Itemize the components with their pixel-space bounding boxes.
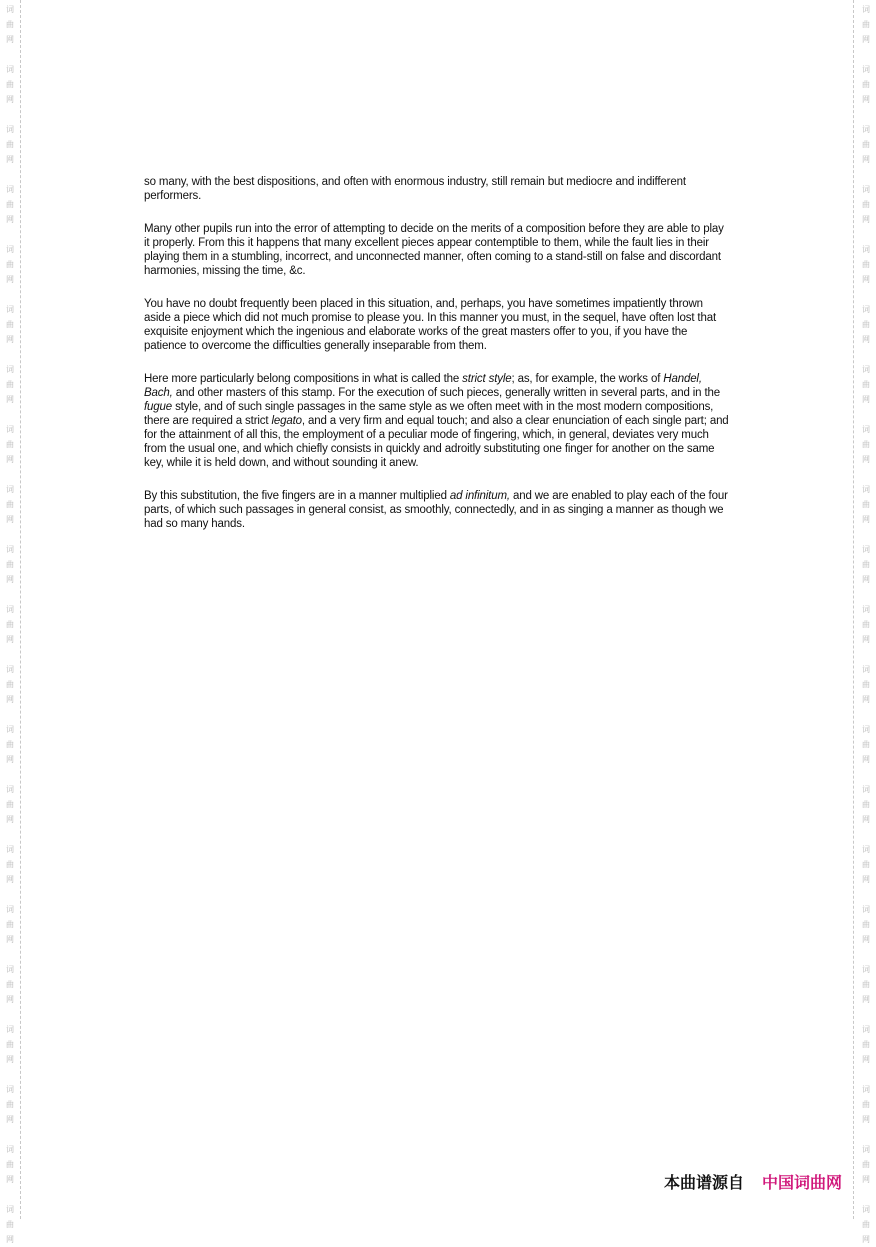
- watermark-glyph: 网: [862, 1115, 870, 1124]
- watermark-glyph: 网: [862, 455, 870, 464]
- watermark-mark: [2, 422, 18, 467]
- watermark-glyph: 网: [6, 1175, 14, 1184]
- watermark-glyph: 词: [862, 425, 870, 434]
- italic-run: strict style: [462, 373, 512, 385]
- paragraph: [144, 297, 732, 353]
- watermark-glyph: 曲: [862, 500, 870, 509]
- watermark-glyph: 词: [6, 905, 14, 914]
- watermark-mark: [2, 302, 18, 347]
- paragraph: [144, 372, 732, 470]
- watermark-mark: [2, 1082, 18, 1127]
- watermark-glyph: 词: [6, 1025, 14, 1034]
- watermark-glyph: 网: [6, 815, 14, 824]
- watermark-glyph: 曲: [862, 20, 870, 29]
- watermark-glyph: 词: [6, 245, 14, 254]
- watermark-glyph: 网: [6, 755, 14, 764]
- watermark-glyph: 词: [862, 1205, 870, 1214]
- watermark-glyph: 词: [6, 305, 14, 314]
- watermark-mark: [858, 662, 874, 707]
- watermark-glyph: 网: [862, 575, 870, 584]
- watermark-mark: [858, 1082, 874, 1127]
- watermark-glyph: 词: [862, 485, 870, 494]
- watermark-glyph: 网: [6, 395, 14, 404]
- watermark-glyph: 网: [6, 455, 14, 464]
- watermark-glyph: 词: [862, 65, 870, 74]
- watermark-glyph: 网: [862, 935, 870, 944]
- watermark-mark: [2, 122, 18, 167]
- watermark-glyph: 网: [6, 95, 14, 104]
- watermark-glyph: 网: [862, 275, 870, 284]
- watermark-glyph: 曲: [862, 620, 870, 629]
- watermark-glyph: 曲: [862, 260, 870, 269]
- watermark-glyph: 网: [862, 335, 870, 344]
- watermark-mark: [2, 482, 18, 527]
- watermark-glyph: 曲: [6, 260, 14, 269]
- watermark-glyph: 曲: [6, 80, 14, 89]
- watermark-glyph: 词: [862, 845, 870, 854]
- paragraph: [144, 222, 732, 278]
- watermark-glyph: 词: [862, 725, 870, 734]
- watermark-mark: [2, 182, 18, 227]
- watermark-glyph: 网: [862, 215, 870, 224]
- watermark-glyph: 曲: [862, 1100, 870, 1109]
- watermark-glyph: 网: [862, 755, 870, 764]
- watermark-glyph: 词: [6, 725, 14, 734]
- watermark-glyph: 网: [862, 815, 870, 824]
- watermark-glyph: 曲: [862, 740, 870, 749]
- italic-run: fugue: [144, 401, 173, 413]
- watermark-glyph: 曲: [862, 560, 870, 569]
- watermark-mark: [858, 782, 874, 827]
- watermark-glyph: 词: [862, 785, 870, 794]
- watermark-mark: [2, 1202, 18, 1247]
- watermark-glyph: 曲: [6, 980, 14, 989]
- watermark-glyph: 词: [862, 965, 870, 974]
- watermark-glyph: 词: [862, 305, 870, 314]
- watermark-glyph: 网: [862, 875, 870, 884]
- watermark-glyph: 网: [6, 1115, 14, 1124]
- watermark-glyph: 曲: [862, 140, 870, 149]
- watermark-glyph: 词: [6, 425, 14, 434]
- watermark-glyph: 曲: [862, 380, 870, 389]
- left-watermark-strip: [0, 0, 21, 1244]
- watermark-glyph: 网: [6, 1235, 14, 1244]
- watermark-mark: [2, 602, 18, 647]
- watermark-glyph: 网: [6, 335, 14, 344]
- watermark-glyph: 曲: [6, 1160, 14, 1169]
- watermark-glyph: 网: [862, 995, 870, 1004]
- watermark-mark: [2, 962, 18, 1007]
- watermark-glyph: 曲: [6, 440, 14, 449]
- watermark-glyph: 词: [862, 1145, 870, 1154]
- watermark-glyph: 网: [862, 695, 870, 704]
- watermark-glyph: 词: [6, 365, 14, 374]
- watermark-glyph: 网: [862, 1055, 870, 1064]
- watermark-mark: [858, 242, 874, 287]
- watermark-glyph: 曲: [862, 920, 870, 929]
- watermark-glyph: 网: [862, 1175, 870, 1184]
- watermark-mark: [858, 962, 874, 1007]
- watermark-mark: [858, 302, 874, 347]
- watermark-glyph: 曲: [6, 680, 14, 689]
- watermark-mark: [2, 62, 18, 107]
- watermark-glyph: 词: [6, 5, 14, 14]
- watermark-glyph: 词: [6, 125, 14, 134]
- text-run: and other masters of this stamp. For the execution of such pieces, generally written in several parts, and in the: [172, 387, 720, 399]
- text-run: By this substitution, the five fingers are in a manner multiplied: [144, 490, 450, 502]
- watermark-mark: [858, 482, 874, 527]
- watermark-glyph: 曲: [862, 200, 870, 209]
- watermark-glyph: 词: [862, 5, 870, 14]
- watermark-mark: [858, 362, 874, 407]
- text-run: Many other pupils run into the error of attempting to decide on the merits of a composition before they are able to play it properly. From this it happens that many excellent pieces appear contemptible to them, while the fault lies in their playing them in a stumbling, incorrect, and unconnected manner, often coming to a stand-still on false and discordant harmonies, missing the time, &c.: [144, 223, 724, 277]
- watermark-glyph: 词: [6, 785, 14, 794]
- watermark-glyph: 词: [6, 665, 14, 674]
- source-footer: [664, 1170, 842, 1193]
- watermark-glyph: 词: [6, 485, 14, 494]
- watermark-glyph: 曲: [862, 1160, 870, 1169]
- watermark-glyph: 网: [862, 515, 870, 524]
- watermark-glyph: 曲: [6, 740, 14, 749]
- watermark-glyph: 网: [6, 1055, 14, 1064]
- watermark-mark: [858, 542, 874, 587]
- watermark-glyph: 曲: [6, 380, 14, 389]
- watermark-glyph: 词: [6, 605, 14, 614]
- paragraph: [144, 175, 732, 203]
- italic-run: Handel, Bach,: [144, 373, 702, 399]
- right-watermark-strip: [853, 0, 876, 1244]
- watermark-glyph: 词: [862, 1085, 870, 1094]
- watermark-glyph: 网: [862, 1235, 870, 1244]
- watermark-mark: [2, 362, 18, 407]
- site-name-link[interactable]: 中国词曲网: [761, 1173, 842, 1192]
- watermark-glyph: 曲: [6, 920, 14, 929]
- watermark-glyph: 网: [862, 635, 870, 644]
- watermark-mark: [2, 1022, 18, 1067]
- watermark-glyph: 词: [6, 845, 14, 854]
- watermark-mark: [858, 1202, 874, 1247]
- watermark-glyph: 网: [862, 35, 870, 44]
- watermark-glyph: 曲: [6, 140, 14, 149]
- watermark-mark: [2, 902, 18, 947]
- watermark-glyph: 曲: [862, 1220, 870, 1229]
- watermark-mark: [858, 422, 874, 467]
- watermark-glyph: 曲: [862, 80, 870, 89]
- text-run: Here more particularly belong compositions in what is called the: [144, 373, 463, 385]
- watermark-glyph: 曲: [6, 200, 14, 209]
- watermark-glyph: 网: [6, 935, 14, 944]
- watermark-glyph: 曲: [862, 680, 870, 689]
- watermark-glyph: 网: [6, 575, 14, 584]
- watermark-mark: [2, 1142, 18, 1187]
- watermark-glyph: 曲: [6, 20, 14, 29]
- watermark-glyph: 词: [6, 965, 14, 974]
- watermark-glyph: 词: [6, 545, 14, 554]
- watermark-glyph: 曲: [6, 560, 14, 569]
- watermark-glyph: 词: [6, 185, 14, 194]
- watermark-glyph: 词: [862, 605, 870, 614]
- watermark-glyph: 网: [6, 635, 14, 644]
- watermark-glyph: 网: [6, 875, 14, 884]
- watermark-mark: [858, 62, 874, 107]
- source-label: 本曲谱源自: [663, 1173, 744, 1192]
- watermark-glyph: 曲: [6, 860, 14, 869]
- watermark-glyph: 曲: [6, 320, 14, 329]
- watermark-mark: [2, 662, 18, 707]
- watermark-glyph: 网: [862, 155, 870, 164]
- document-body: [144, 175, 732, 550]
- watermark-glyph: 词: [862, 905, 870, 914]
- italic-run: legato: [271, 415, 302, 427]
- watermark-glyph: 曲: [862, 800, 870, 809]
- watermark-glyph: 网: [862, 395, 870, 404]
- watermark-glyph: 曲: [862, 860, 870, 869]
- watermark-glyph: 词: [862, 545, 870, 554]
- watermark-glyph: 词: [6, 1145, 14, 1154]
- watermark-glyph: 曲: [6, 500, 14, 509]
- watermark-glyph: 曲: [862, 1040, 870, 1049]
- watermark-glyph: 词: [6, 65, 14, 74]
- watermark-mark: [2, 242, 18, 287]
- watermark-mark: [858, 602, 874, 647]
- watermark-mark: [858, 902, 874, 947]
- watermark-glyph: 词: [862, 1025, 870, 1034]
- watermark-mark: [2, 722, 18, 767]
- watermark-mark: [2, 542, 18, 587]
- watermark-mark: [858, 182, 874, 227]
- watermark-mark: [858, 1022, 874, 1067]
- watermark-mark: [2, 2, 18, 47]
- text-run: and we are enabled to play each of the four parts, of which such passages in general consist, as smoothly, connectedly, and in as singing a manner as though we had so many hands.: [144, 490, 728, 530]
- watermark-glyph: 网: [862, 95, 870, 104]
- watermark-glyph: 网: [6, 275, 14, 284]
- text-run: so many, with the best dispositions, and often with enormous industry, still remain but mediocre and indifferent performers.: [144, 176, 686, 202]
- watermark-glyph: 网: [6, 35, 14, 44]
- text-run: You have no doubt frequently been placed in this situation, and, perhaps, you have sometimes impatiently thrown aside a piece which did not much promise to please you. In this manner you must, in the sequel, have often lost that exquisite enjoyment which the ingenious and elaborate works of the great masters offer to you, if you have the patience to overcome the difficulties generally inseparable from them.: [144, 298, 716, 352]
- text-run: ; as, for example, the works of: [511, 373, 664, 385]
- watermark-mark: [858, 842, 874, 887]
- watermark-glyph: 曲: [6, 620, 14, 629]
- watermark-glyph: 网: [6, 515, 14, 524]
- watermark-glyph: 曲: [6, 1100, 14, 1109]
- watermark-glyph: 词: [862, 185, 870, 194]
- watermark-glyph: 网: [6, 215, 14, 224]
- watermark-glyph: 网: [6, 695, 14, 704]
- watermark-glyph: 曲: [862, 980, 870, 989]
- italic-run: ad infinitum,: [449, 490, 510, 502]
- watermark-glyph: 词: [862, 365, 870, 374]
- watermark-mark: [858, 122, 874, 167]
- watermark-glyph: 曲: [6, 1220, 14, 1229]
- text-run: , and a very firm and equal touch; and also a clear enunciation of each single part; and for the attainment of all this, the employment of a peculiar mode of fingering, which, in general, deviates very much from the usual one, and which chiefly consists in quickly and adroitly substituting one finger for another on the same key, while it is held down, and without sounding it anew.: [144, 415, 729, 469]
- watermark-glyph: 网: [6, 995, 14, 1004]
- watermark-glyph: 词: [6, 1085, 14, 1094]
- watermark-glyph: 曲: [862, 440, 870, 449]
- watermark-glyph: 曲: [862, 320, 870, 329]
- text-run: style, and of such single passages in the same style as we often meet with in the most modern compositions, there are required a strict: [144, 401, 714, 427]
- paragraph: [144, 489, 732, 531]
- watermark-mark: [858, 1142, 874, 1187]
- watermark-mark: [858, 722, 874, 767]
- watermark-glyph: 曲: [6, 800, 14, 809]
- watermark-glyph: 网: [6, 155, 14, 164]
- watermark-glyph: 词: [862, 245, 870, 254]
- watermark-mark: [2, 842, 18, 887]
- watermark-glyph: 词: [6, 1205, 14, 1214]
- watermark-glyph: 词: [862, 665, 870, 674]
- watermark-mark: [2, 782, 18, 827]
- watermark-mark: [858, 2, 874, 47]
- watermark-glyph: 词: [862, 125, 870, 134]
- watermark-glyph: 曲: [6, 1040, 14, 1049]
